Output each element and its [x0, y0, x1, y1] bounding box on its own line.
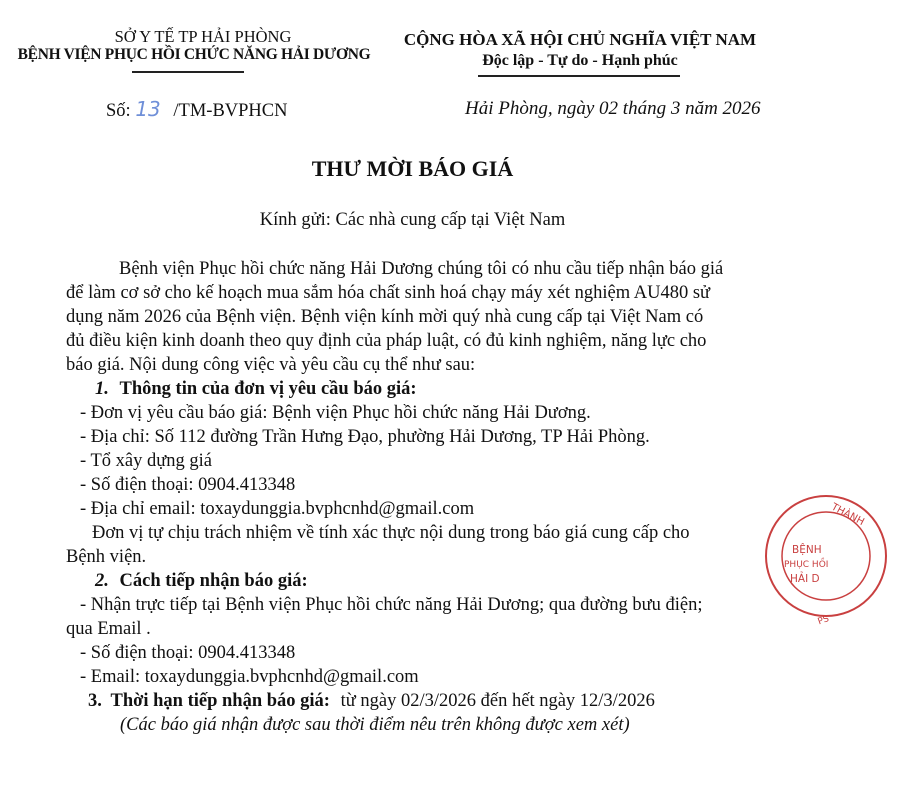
stamp-bottom-text: PS — [816, 614, 831, 628]
intro-line-1: Bệnh viện Phục hồi chức năng Hải Dương chúng tôi có nhu cầu tiếp nhận báo giá — [119, 259, 724, 279]
header-left-line2: BỆNH VIỆN PHỤC HỒI CHỨC NĂNG HẢI DƯƠNG — [17, 46, 371, 63]
section2-line-3: - Số điện thoại: 0904.413348 — [80, 643, 296, 663]
section1-line-3: - Tổ xây dựng giá — [80, 451, 212, 471]
section2-number: 2. — [95, 571, 109, 591]
doc-number-prefix: Số: — [106, 101, 131, 121]
header-left-line1: SỞ Y TẾ TP HẢI PHÒNG — [114, 27, 292, 46]
intro-line-3: dụng năm 2026 của Bệnh viện. Bệnh viện kính mời quý nhà cung cấp tại Việt Nam có — [66, 307, 704, 327]
official-stamp — [760, 490, 910, 640]
section2-line-1: - Nhận trực tiếp tại Bệnh viện Phục hồi chức năng Hải Dương; qua đường bưu điện; — [80, 595, 703, 615]
section2-heading — [95, 571, 308, 592]
section1-heading — [95, 379, 417, 400]
date-line: Hải Phòng, ngày 02 tháng 3 năm 2026 — [465, 98, 761, 119]
section1-line-2: - Địa chỉ: Số 112 đường Trần Hưng Đạo, phường Hải Dương, TP Hải Phòng. — [80, 427, 650, 447]
section3-value: từ ngày 02/3/2026 đến hết ngày 12/3/2026 — [340, 691, 655, 711]
intro-line-5: báo giá. Nội dung công việc và yêu cầu cụ thể như sau: — [66, 355, 476, 375]
section3-note: (Các báo giá nhận được sau thời điểm nêu trên không được xem xét) — [120, 715, 630, 735]
blank-footer-area — [0, 755, 825, 797]
responsibility-line-1: Đơn vị tự chịu trách nhiệm về tính xác thực nội dung trong báo giá cung cấp cho — [92, 523, 690, 543]
section1-title: Thông tin của đơn vị yêu cầu báo giá: — [119, 379, 417, 399]
document-title: THƯ MỜI BÁO GIÁ — [311, 156, 514, 181]
section1-number: 1. — [95, 379, 109, 399]
section3-title: Thời hạn tiếp nhận báo giá: — [110, 691, 330, 711]
section1-line-4: - Số điện thoại: 0904.413348 — [80, 475, 296, 495]
section2-line-4: - Email: toxaydunggia.bvphcnhd@gmail.com — [80, 667, 419, 687]
intro-line-2: để làm cơ sở cho kế hoạch mua sắm hóa chất sinh hoá chạy máy xét nghiệm AU480 sử — [66, 283, 711, 303]
section2-line-2: qua Email . — [66, 619, 151, 639]
responsibility-line-2: Bệnh viện. — [66, 547, 147, 567]
header-right-line2: Độc lập - Tự do - Hạnh phúc — [482, 52, 678, 69]
header-right-line1: CỘNG HÒA XÃ HỘI CHỦ NGHĨA VIỆT NAM — [403, 30, 757, 49]
section1-line-5: - Địa chỉ email: toxaydunggia.bvphcnhd@gmail.com — [80, 499, 475, 519]
stamp-line-2: PHỤC HỒI — [784, 560, 829, 570]
section3-heading — [88, 691, 655, 712]
header-left-underline — [132, 71, 244, 73]
section1-line-1: - Đơn vị yêu cầu báo giá: Bệnh viện Phục hồi chức năng Hải Dương. — [80, 403, 591, 423]
section2-title: Cách tiếp nhận báo giá: — [119, 571, 308, 591]
doc-number-suffix: /TM-BVPHCN — [173, 101, 288, 121]
stamp-line-1: BỆNH — [792, 544, 822, 556]
intro-line-4: đủ điều kiện kinh doanh theo quy định của pháp luật, có đủ kinh nghiệm, năng lực cho — [66, 331, 707, 351]
stamp-line-3: HẢI D — [790, 573, 820, 585]
header-right-underline — [478, 75, 680, 77]
recipient-line: Kính gửi: Các nhà cung cấp tại Việt Nam — [259, 210, 566, 230]
doc-number — [106, 97, 288, 122]
doc-number-handwritten: 13 — [135, 97, 161, 121]
section3-number: 3. — [88, 691, 102, 711]
stamp-ring-text: THÀNH — [829, 501, 866, 529]
